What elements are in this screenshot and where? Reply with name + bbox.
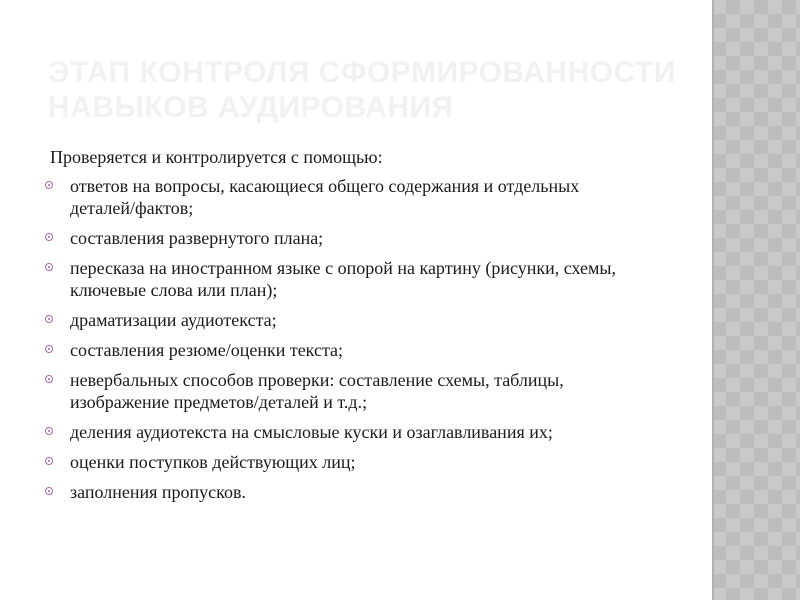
decorative-side-pattern: [712, 0, 800, 600]
list-item: [44, 421, 644, 443]
list-item-text: драматизации аудиотекста;: [70, 310, 277, 330]
circle-bullet-icon: [45, 181, 53, 189]
circle-bullet-icon: [45, 427, 53, 435]
slide-title: ЭТАП КОНТРОЛЯ СФОРМИРОВАННОСТИ НАВЫКОВ АУДИРОВАНИЯ: [48, 56, 676, 124]
list-item-text: ответов на вопросы, касающиеся общего содержания и отдельных деталей/фактов;: [70, 176, 580, 218]
bullet-list: [44, 175, 644, 511]
list-item: [44, 339, 644, 361]
list-item-text: составления развернутого плана;: [70, 228, 324, 248]
circle-bullet-icon: [45, 315, 53, 323]
list-item-text: составления резюме/оценки текста;: [70, 340, 344, 360]
circle-bullet-icon: [45, 375, 53, 383]
list-item: [44, 309, 644, 331]
list-item-text: пересказа на иностранном языке с опорой на картину (рисунки, схемы, ключевые слова или план);: [70, 258, 616, 300]
circle-bullet-icon: [45, 345, 53, 353]
list-item-text: невербальных способов проверки: составление схемы, таблицы, изображение предметов/деталей и т.д.;: [70, 370, 564, 412]
list-item: [44, 227, 644, 249]
circle-bullet-icon: [45, 487, 53, 495]
list-item-text: заполнения пропусков.: [70, 482, 246, 502]
list-item: [44, 175, 644, 219]
circle-bullet-icon: [45, 457, 53, 465]
circle-bullet-icon: [45, 233, 53, 241]
list-item-text: оценки поступков действующих лиц;: [70, 452, 356, 472]
circle-bullet-icon: [45, 263, 53, 271]
list-item: [44, 369, 644, 413]
intro-text: Проверяется и контролируется с помощью:: [50, 147, 383, 167]
list-item: [44, 257, 644, 301]
list-item: [44, 451, 644, 473]
list-item: [44, 481, 644, 503]
list-item-text: деления аудиотекста на смысловые куски и озаглавливания их;: [70, 422, 553, 442]
